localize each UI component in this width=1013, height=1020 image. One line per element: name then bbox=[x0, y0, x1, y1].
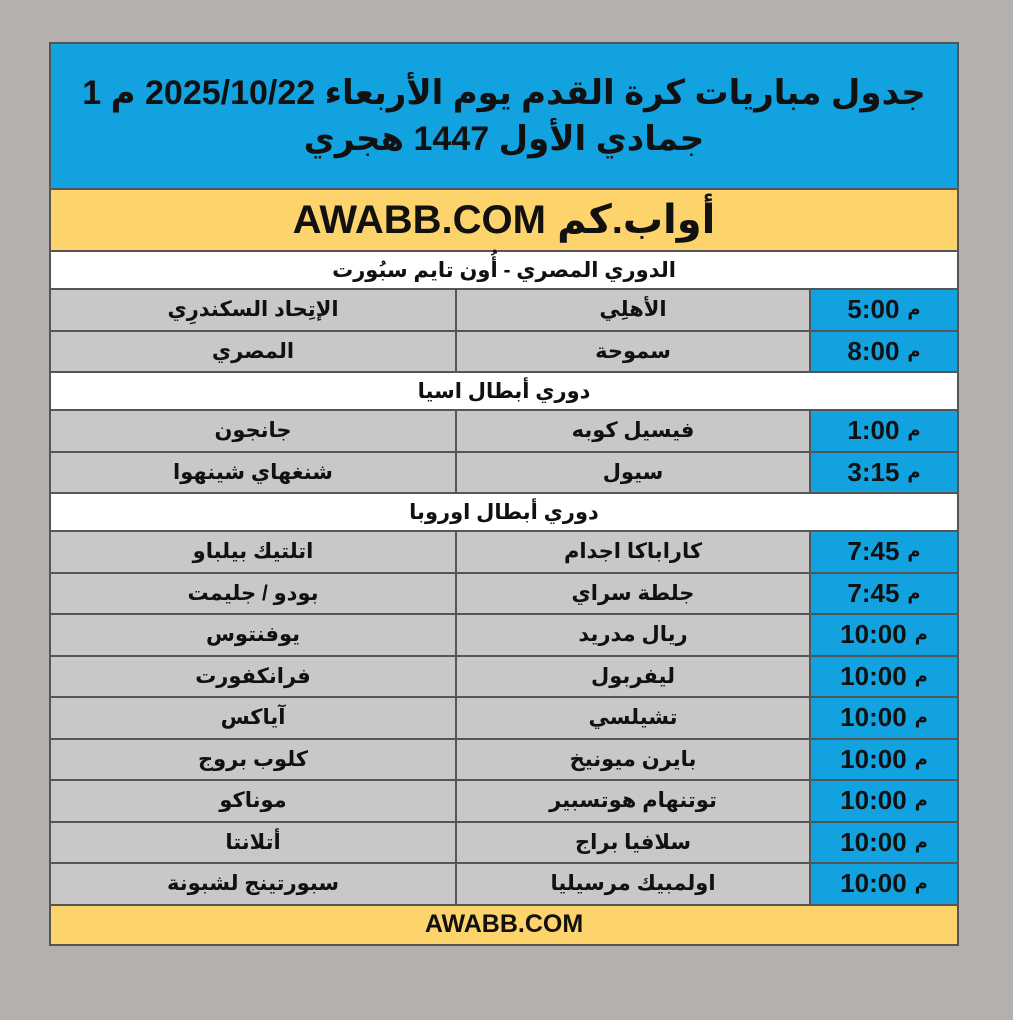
match-time-cell bbox=[809, 864, 957, 904]
home-team: تشيلسي bbox=[455, 698, 809, 738]
match-time-cell bbox=[809, 698, 957, 738]
match-row bbox=[51, 411, 957, 453]
away-team: شنغهاي شينهوا bbox=[51, 453, 455, 493]
match-row bbox=[51, 453, 957, 495]
time-period: م bbox=[907, 582, 921, 603]
league-title: دوري أبطال اوروبا bbox=[51, 494, 957, 532]
match-row bbox=[51, 864, 957, 906]
match-time: 10:00 bbox=[840, 660, 907, 691]
match-time-cell bbox=[809, 740, 957, 780]
match-row bbox=[51, 615, 957, 657]
match-time: 10:00 bbox=[840, 826, 907, 857]
away-team: يوفنتوس bbox=[51, 615, 455, 655]
home-team: جلطة سراي bbox=[455, 574, 809, 614]
match-row bbox=[51, 332, 957, 374]
match-time: 7:45 bbox=[847, 577, 900, 608]
match-row bbox=[51, 657, 957, 699]
footer-brand: AWABB.COM bbox=[51, 906, 957, 944]
match-time-cell bbox=[809, 532, 957, 572]
away-team: الإتِحاد السكندرِي bbox=[51, 290, 455, 330]
match-schedule-table bbox=[49, 42, 959, 946]
time-period: م bbox=[907, 420, 921, 441]
match-row bbox=[51, 781, 957, 823]
match-row bbox=[51, 740, 957, 782]
match-time-cell bbox=[809, 781, 957, 821]
brand-banner: أواب.كم AWABB.COM bbox=[51, 190, 957, 252]
match-time: 10:00 bbox=[840, 619, 907, 650]
away-team: جانجون bbox=[51, 411, 455, 451]
match-time-cell bbox=[809, 823, 957, 863]
away-team: سبورتينج لشبونة bbox=[51, 864, 455, 904]
schedule-title: جدول مباريات كرة القدم يوم الأربعاء 2025/10/22 م 1 جمادي الأول 1447 هجري bbox=[51, 44, 957, 190]
home-team: كاراباكا اجدام bbox=[455, 532, 809, 572]
away-team: كلوب بروج bbox=[51, 740, 455, 780]
match-time: 10:00 bbox=[840, 702, 907, 733]
home-team: اولمبيك مرسيليا bbox=[455, 864, 809, 904]
time-period: م bbox=[907, 340, 921, 361]
match-row bbox=[51, 290, 957, 332]
home-team: بايرن ميونيخ bbox=[455, 740, 809, 780]
away-team: بودو / جليمت bbox=[51, 574, 455, 614]
home-team: ليفربول bbox=[455, 657, 809, 697]
away-team: أتلانتا bbox=[51, 823, 455, 863]
match-time-cell bbox=[809, 657, 957, 697]
league-title: دوري أبطال اسيا bbox=[51, 373, 957, 411]
match-time: 10:00 bbox=[840, 743, 907, 774]
home-team: فيسيل كوبه bbox=[455, 411, 809, 451]
time-period: م bbox=[914, 748, 928, 769]
match-time: 7:45 bbox=[847, 536, 900, 567]
home-team: سيول bbox=[455, 453, 809, 493]
match-time-cell bbox=[809, 453, 957, 493]
match-time-cell bbox=[809, 615, 957, 655]
match-time: 10:00 bbox=[840, 785, 907, 816]
match-time-cell bbox=[809, 574, 957, 614]
match-row bbox=[51, 823, 957, 865]
match-time: 8:00 bbox=[847, 335, 900, 366]
time-period: م bbox=[914, 831, 928, 852]
time-period: م bbox=[907, 299, 921, 320]
home-team: ريال مدريد bbox=[455, 615, 809, 655]
home-team: سموحة bbox=[455, 332, 809, 372]
match-time: 3:15 bbox=[847, 456, 900, 487]
match-row bbox=[51, 574, 957, 616]
time-period: م bbox=[914, 707, 928, 728]
match-time: 5:00 bbox=[847, 294, 900, 325]
match-row bbox=[51, 532, 957, 574]
match-time-cell bbox=[809, 411, 957, 451]
home-team: سلافيا براج bbox=[455, 823, 809, 863]
match-time-cell bbox=[809, 290, 957, 330]
home-team: الأهلِي bbox=[455, 290, 809, 330]
home-team: توتنهام هوتسبير bbox=[455, 781, 809, 821]
away-team: اتلتيك بيلباو bbox=[51, 532, 455, 572]
league-title: الدوري المصري - أُون تايم سبُورت bbox=[51, 252, 957, 290]
match-time: 10:00 bbox=[840, 868, 907, 899]
time-period: م bbox=[914, 624, 928, 645]
away-team: المصري bbox=[51, 332, 455, 372]
league-sections bbox=[51, 252, 957, 906]
away-team: آياكس bbox=[51, 698, 455, 738]
match-time: 1:00 bbox=[847, 415, 900, 446]
time-period: م bbox=[907, 461, 921, 482]
time-period: م bbox=[914, 873, 928, 894]
time-period: م bbox=[907, 541, 921, 562]
match-time-cell bbox=[809, 332, 957, 372]
time-period: م bbox=[914, 790, 928, 811]
away-team: موناكو bbox=[51, 781, 455, 821]
match-row bbox=[51, 698, 957, 740]
time-period: م bbox=[914, 665, 928, 686]
away-team: فرانكفورت bbox=[51, 657, 455, 697]
